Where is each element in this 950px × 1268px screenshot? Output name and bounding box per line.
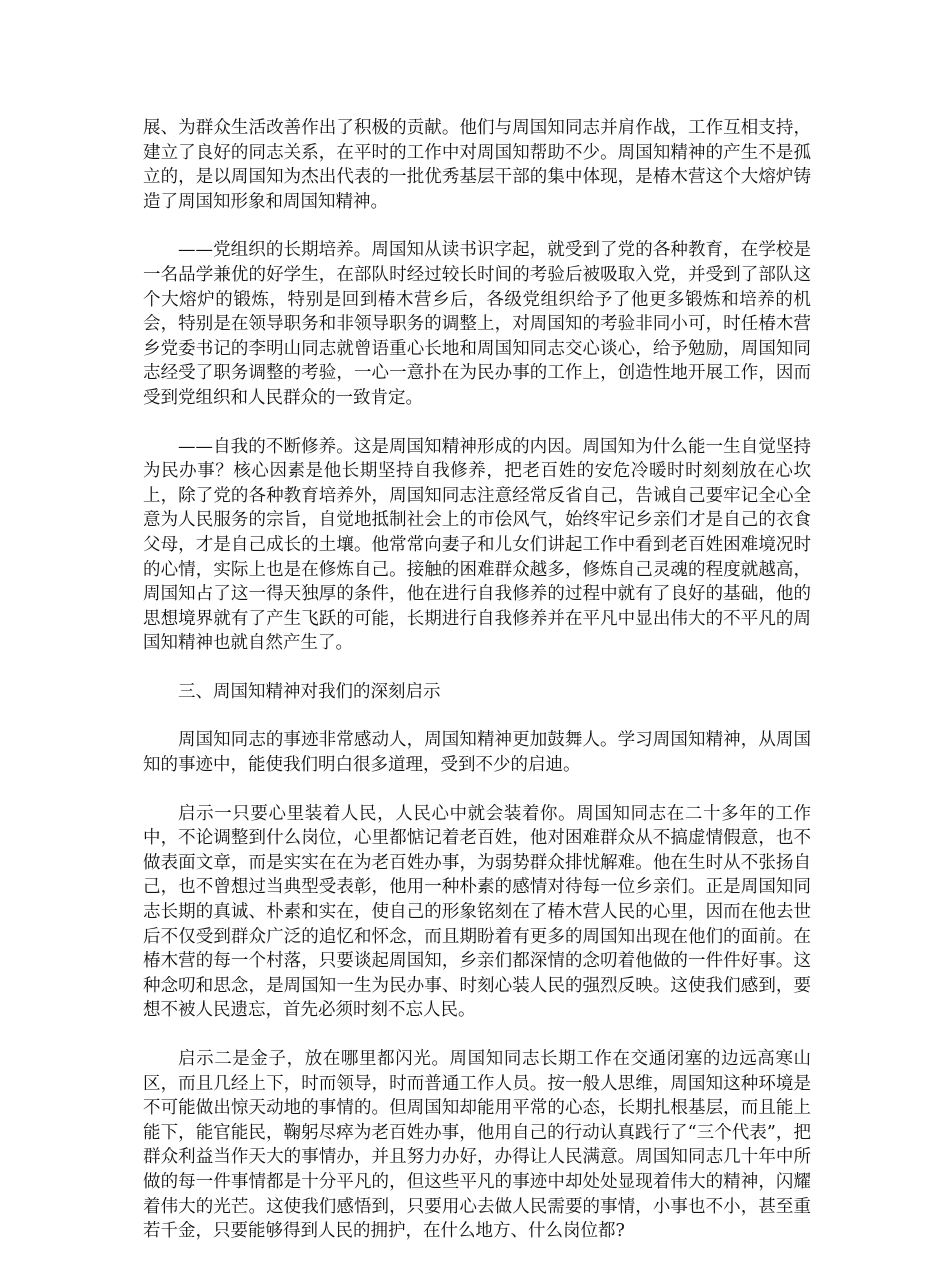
paragraph-enlightenment-1: 启示一只要心里装着人民，人民心中就会装着你。周国知同志在二十多年的工作中，不论调整到什么岗位，心里都惦记着老百姓，他对困难群众从不搞虚情假意，也不做表面文章，而是实实在在为老百姓办事，为弱势群众排忧解难。他在生时从不张扬自己，也不曾想过当典型受表彰，他用一种朴素的感情对待每一位乡亲们。正是周国知同志长期的真诚、朴素和实在，使自己的形象铭刻在了椿木营人民的心里，因而在他去世后不仅受到群众广泛的追忆和怀念，而且期盼着有更多的周国知出现在他们的面前。在椿木营的每一个村落，只要谈起周国知，乡亲们都深情的念叨着他做的一件件好事。这种念叨和思念，是周国知一生为民办事、时刻心装人民的强烈反映。这使我们感到，要想不被人民遗忘，首先必须时刻不忘人民。 (143, 803, 811, 1021)
document-page (143, 116, 811, 1268)
paragraph-party-cultivation: ——党组织的长期培养。周国知从读书识字起，就受到了党的各种教育，在学校是一名品学兼优的好学生，在部队时经过较长时间的考验后被吸取入党，并受到了部队这个大熔炉的锻炼，特别是回到椿木营乡后，各级党组织给予了他更多锻炼和培养的机会，特别是在领导职务和非领导职务的调整上，对周国知的考验非同小可，时任椿木营乡党委书记的李明山同志就曾语重心长地和周国知同志交心谈心，给予勉励，周国知同志经受了职务调整的考验，一心一意扑在为民办事的工作上，创造性地开展工作，因而受到党组织和人民群众的一致肯定。 (143, 240, 811, 408)
section-heading-3: 三、周国知精神对我们的深刻启示 (178, 681, 441, 702)
paragraph-intro-enlightenment: 周国知同志的事迹非常感动人，周国知精神更加鼓舞人。学习周国知精神，从周国知的事迹中，能使我们明白很多道理，受到不少的启迪。 (143, 730, 811, 776)
paragraph-continuation: 展、为群众生活改善作出了积极的贡献。他们与周国知同志并肩作战，工作互相支持，建立了良好的同志关系，在平时的工作中对周国知帮助不少。周国知精神的产生不是孤立的，是以周国知为杰出代表的一批优秀基层干部的集中体现，是椿木营这个大熔炉铸造了周国知形象和周国知精神。 (143, 118, 811, 212)
paragraph-enlightenment-2: 启示二是金子，放在哪里都闪光。周国知同志长期工作在交通闭塞的边远高寒山区，而且几经上下，时而领导，时而普通工作人员。按一般人思维，周国知这种环境是不可能做出惊天动地的事情的。但周国知却能用平常的心态，长期扎根基层，而且能上能下，能官能民，鞠躬尽瘁为老百姓办事，他用自己的行动认真践行了“三个代表”，把群众利益当作天大的事情办，并且努力办好，办得让人民满意。周国知同志几十年中所做的每一件事情都是十分平凡的，但这些平凡的事迹中却处处显现着伟大的精神，闪耀着伟大的光芒。这使我们感悟到，只要用心去做人民需要的事情，小事也不小，甚至重若千金，只要能够得到人民的拥护，在什么地方、什么岗位都? (143, 1049, 811, 1242)
paragraph-self-cultivation: ——自我的不断修养。这是周国知精神形成的内因。周国知为什么能一生自觉坚持为民办事？核心因素是他长期坚持自我修养，把老百姓的安危冷暖时时刻刻放在心坎上，除了党的各种教育培养外，周国知同志注意经常反省自己，告诫自己要牢记全心全意为人民服务的宗旨，自觉地抵制社会上的市侩风气，始终牢记乡亲们才是自己的衣食父母，才是自己成长的土壤。他常常向妻子和儿女们讲起工作中看到老百姓困难境况时的心情，实际上也是在修炼自己。接触的困难群众越多，修炼自己灵魂的程度就越高，周国知占了这一得天独厚的条件，他在进行自我修养的过程中就有了良好的基础，他的思想境界就有了产生飞跃的可能，长期进行自我修养并在平凡中显出伟大的不平凡的周国知精神也就自然产生了。 (143, 436, 811, 654)
